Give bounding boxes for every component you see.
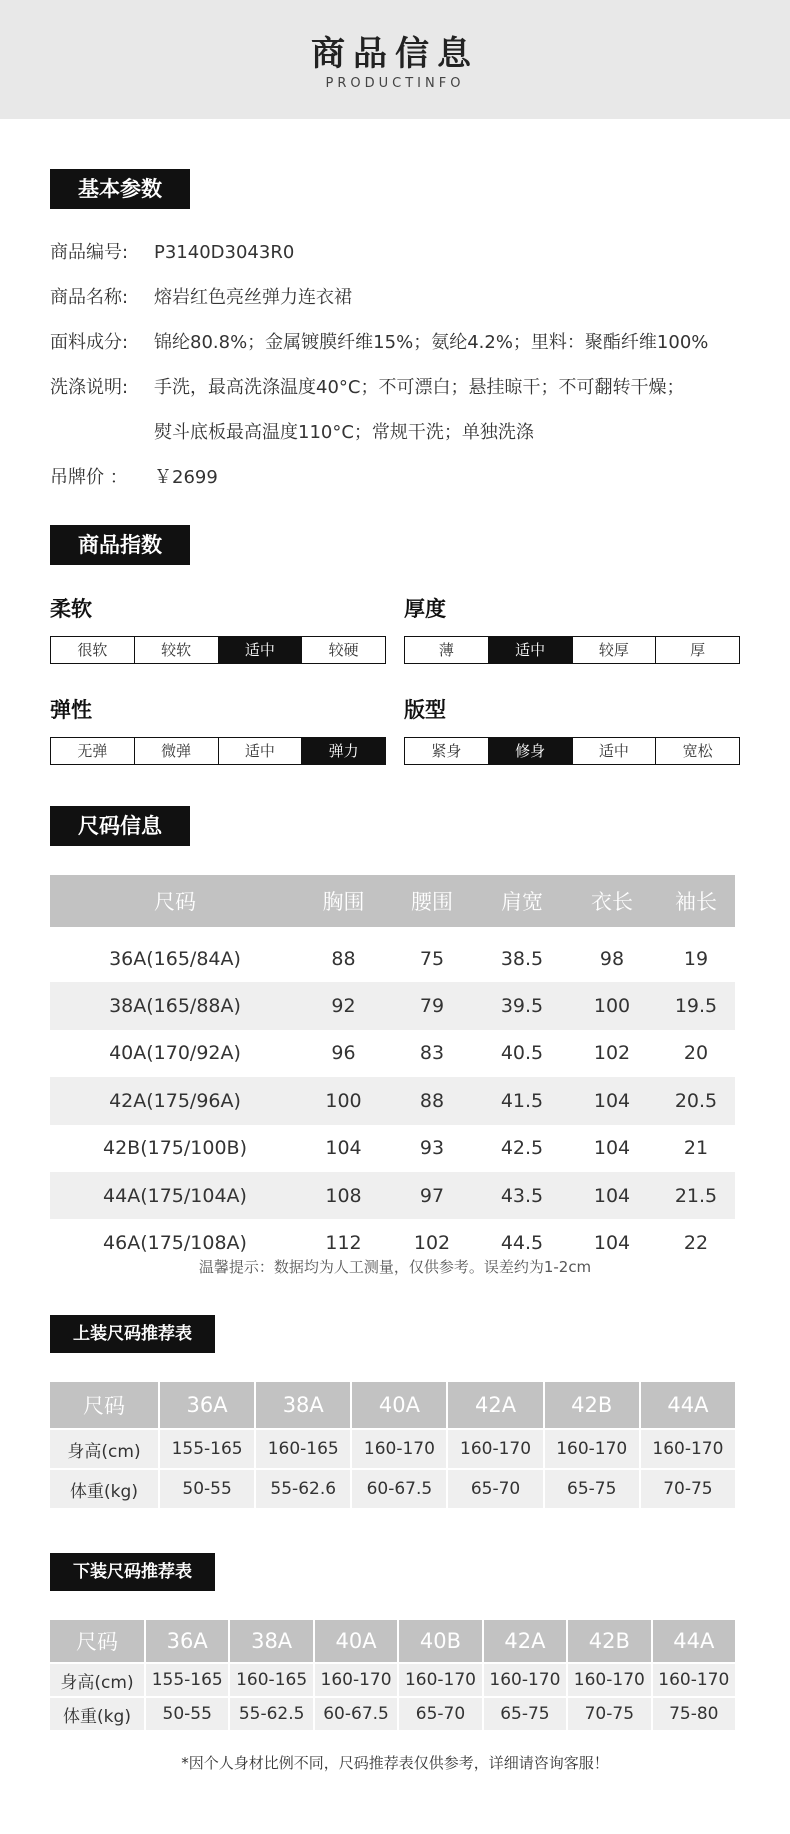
- table-cell: 92: [300, 982, 387, 1029]
- table-cell: 100: [300, 1077, 387, 1124]
- basic-row-fabric: [50, 328, 708, 354]
- basic-row-name: [50, 283, 352, 309]
- scale-thickness: [404, 636, 740, 664]
- table-cell: 160-170: [448, 1430, 542, 1468]
- spacer-cell: [50, 927, 735, 935]
- table-cell: 160-165: [256, 1430, 350, 1468]
- table-row: [50, 1172, 735, 1219]
- size-header-cell: 衣长: [567, 875, 657, 927]
- table-cell: 41.5: [477, 1077, 567, 1124]
- scale-softness: [50, 636, 386, 664]
- table-cell: 104: [567, 1172, 657, 1219]
- table-cell: 160-170: [399, 1664, 481, 1696]
- table-cell: 102: [413, 1232, 451, 1255]
- scale-fit: [404, 737, 740, 765]
- scale-option: 较软: [134, 637, 218, 663]
- table-cell: 38A(165/88A): [50, 982, 300, 1029]
- index-title-softness: 柔软: [50, 597, 92, 621]
- index-title-elasticity: 弹性: [50, 698, 92, 722]
- rec-header-cell: 40B: [399, 1620, 481, 1662]
- table-cell: 97: [387, 1172, 477, 1219]
- rec-header-cell: 36A: [160, 1382, 254, 1428]
- table-cell: 160-165: [230, 1664, 312, 1696]
- table-cell: 20.5: [657, 1077, 735, 1124]
- size-header-row: [50, 875, 735, 927]
- table-cell: 19.5: [657, 982, 735, 1029]
- scale-option: 较厚: [572, 637, 656, 663]
- table-cell: 160-170: [653, 1664, 735, 1696]
- table-cell: 身高(cm): [50, 1430, 158, 1468]
- table-cell: 79: [387, 982, 477, 1029]
- table-cell: 65-70: [448, 1470, 542, 1508]
- page-header: [0, 0, 790, 119]
- table-cell: 104: [593, 1232, 631, 1255]
- scale-option: 适中: [218, 738, 302, 764]
- basic-value: 手洗，最高洗涤温度40°C；不可漂白；悬挂晾干；不可翻转干燥；: [154, 377, 685, 398]
- section-title-size: 尺码信息: [50, 806, 190, 846]
- size-header-cell: 尺码: [50, 875, 300, 927]
- table-cell: 93: [419, 1137, 445, 1160]
- top-rec-table: [48, 1380, 737, 1510]
- page-subtitle: PRODUCTINFO: [325, 76, 465, 91]
- table-cell: 42B(175/100B): [102, 1137, 247, 1160]
- table-cell: 38.5: [500, 947, 544, 970]
- rec-header-cell: 44A: [653, 1620, 735, 1662]
- table-cell: 19: [683, 947, 709, 970]
- basic-label: 吊牌价 ：: [50, 467, 128, 488]
- scale-option: 微弹: [134, 738, 218, 764]
- rec-header-cell: 38A: [230, 1620, 312, 1662]
- rec-header-cell: 尺码: [50, 1382, 158, 1428]
- table-cell: 83: [419, 1042, 445, 1065]
- size-header-cell: 胸围: [300, 875, 387, 927]
- bottom-rec-table: [48, 1618, 737, 1732]
- basic-value: 熔岩红色亮丝弹力连衣裙: [154, 287, 352, 308]
- scale-option: 宽松: [655, 738, 739, 764]
- table-cell: 体重(kg): [50, 1470, 158, 1508]
- basic-label: 面料成分:: [50, 332, 129, 353]
- table-cell: 40.5: [500, 1042, 544, 1065]
- basic-row-wash: [50, 373, 684, 399]
- table-row: [50, 1698, 735, 1730]
- section-title-index: 商品指数: [50, 525, 190, 565]
- scale-elasticity: [50, 737, 386, 765]
- table-cell: 160-170: [484, 1664, 566, 1696]
- footer-note: *因个人身材比例不同，尺码推荐表仅供参考，详细请咨询客服！: [181, 1754, 609, 1772]
- scale-option: 紧身: [431, 742, 462, 760]
- table-cell: 160-170: [315, 1664, 397, 1696]
- table-cell: 21.5: [657, 1172, 735, 1219]
- table-cell: 160-170: [568, 1664, 650, 1696]
- table-cell: 88: [387, 1077, 477, 1124]
- scale-option: 适中: [218, 637, 302, 663]
- rec-header-cell: 44A: [641, 1382, 735, 1428]
- table-cell: 21: [683, 1137, 709, 1160]
- top-rec-title: 上装尺码推荐表: [50, 1315, 215, 1353]
- table-cell: 65-75: [545, 1470, 639, 1508]
- table-cell: 155-165: [146, 1664, 228, 1696]
- basic-value: 熨斗底板最高温度110°C；常规干洗；单独洗涤: [154, 422, 534, 443]
- table-cell: 身高(cm): [50, 1664, 144, 1696]
- basic-value: 锦纶80.8%；金属镀膜纤维15%；氨纶4.2%；里料：聚酯纤维100%: [154, 332, 709, 353]
- table-row: [50, 1430, 735, 1468]
- table-row: [50, 1077, 735, 1124]
- rec-header-cell: 36A: [146, 1620, 228, 1662]
- scale-option: 较硬: [301, 637, 385, 663]
- table-row: [50, 1664, 735, 1696]
- scale-option: 无弹: [77, 742, 108, 760]
- table-row: [50, 1470, 735, 1508]
- page-title: 商品信息: [311, 34, 479, 74]
- table-row: [50, 1125, 735, 1172]
- size-header-cell: 腰围: [387, 875, 477, 927]
- table-cell: 44.5: [500, 1232, 544, 1255]
- table-row: [50, 1030, 735, 1077]
- scale-option: 修身: [488, 738, 572, 764]
- table-cell: 55-62.5: [230, 1698, 312, 1730]
- table-cell: 44A(175/104A): [50, 1172, 300, 1219]
- table-row: [50, 935, 735, 982]
- table-cell: 39.5: [477, 982, 567, 1029]
- table-cell: 22: [683, 1232, 709, 1255]
- table-cell: 60-67.5: [315, 1698, 397, 1730]
- table-cell: 100: [567, 982, 657, 1029]
- scale-option: 厚: [655, 637, 739, 663]
- size-table: [50, 875, 735, 1267]
- table-cell: 75-80: [653, 1698, 735, 1730]
- table-cell: 104: [325, 1137, 362, 1160]
- table-cell: 104: [567, 1077, 657, 1124]
- basic-value: P3140D3043R0: [154, 242, 295, 263]
- table-cell: 42A(175/96A): [50, 1077, 300, 1124]
- table-cell: 155-165: [160, 1430, 254, 1468]
- table-cell: 102: [593, 1042, 631, 1065]
- rec-header-cell: 40A: [315, 1620, 397, 1662]
- table-spacer: [50, 927, 735, 935]
- table-row: [50, 982, 735, 1029]
- size-header-cell: 肩宽: [477, 875, 567, 927]
- table-cell: 46A(175/108A): [103, 1232, 247, 1255]
- table-cell: 98: [599, 947, 625, 970]
- index-title-thickness: 厚度: [404, 597, 446, 621]
- rec-header-cell: 40A: [352, 1382, 446, 1428]
- table-cell: 96: [331, 1042, 356, 1065]
- rec-header-cell: 42A: [448, 1382, 542, 1428]
- table-cell: 70-75: [641, 1470, 735, 1508]
- rec-header-cell: 42B: [568, 1620, 650, 1662]
- table-cell: 36A(165/84A): [109, 947, 241, 970]
- price-value: ￥2699: [154, 467, 218, 488]
- scale-option: 适中: [488, 637, 572, 663]
- table-cell: 160-170: [545, 1430, 639, 1468]
- size-header-cell: 袖长: [657, 875, 735, 927]
- basic-row-price: [50, 463, 218, 489]
- table-cell: 88: [331, 947, 356, 970]
- basic-label: 商品编号:: [50, 242, 129, 263]
- basic-label: 商品名称:: [50, 287, 129, 308]
- table-cell: 50-55: [146, 1698, 228, 1730]
- scale-option: 适中: [572, 738, 656, 764]
- table-cell: 160-170: [352, 1430, 446, 1468]
- rec-header-cell: 42A: [484, 1620, 566, 1662]
- rec-header-cell: 42B: [545, 1382, 639, 1428]
- size-note: 温馨提示：数据均为人工测量，仅供参考。误差约为1-2cm: [198, 1258, 592, 1276]
- basic-row-wash-2: [50, 418, 534, 444]
- table-cell: 20: [683, 1042, 709, 1065]
- table-cell: 60-67.5: [352, 1470, 446, 1508]
- table-cell: 40A(170/92A): [109, 1042, 241, 1065]
- basic-label: 洗涤说明:: [50, 377, 129, 398]
- table-cell: 112: [325, 1232, 362, 1255]
- table-cell: 108: [300, 1172, 387, 1219]
- rec-header-row: [50, 1620, 735, 1662]
- table-cell: 65-75: [484, 1698, 566, 1730]
- table-cell: 43.5: [477, 1172, 567, 1219]
- index-title-fit: 版型: [404, 698, 446, 722]
- section-title-basic: 基本参数: [50, 169, 190, 209]
- rec-header-cell: 尺码: [50, 1620, 144, 1662]
- table-cell: 65-70: [399, 1698, 481, 1730]
- rec-header-cell: 38A: [256, 1382, 350, 1428]
- basic-row-code: [50, 238, 294, 264]
- table-cell: 50-55: [160, 1470, 254, 1508]
- scale-option: 弹力: [301, 738, 385, 764]
- table-cell: 70-75: [568, 1698, 650, 1730]
- scale-option: 薄: [438, 641, 454, 659]
- table-cell: 42.5: [500, 1137, 544, 1160]
- table-cell: 体重(kg): [50, 1698, 144, 1730]
- bottom-rec-title: 下装尺码推荐表: [50, 1553, 215, 1591]
- table-cell: 160-170: [641, 1430, 735, 1468]
- rec-header-row: [50, 1382, 735, 1428]
- scale-option: 很软: [77, 641, 108, 659]
- table-cell: 104: [593, 1137, 631, 1160]
- table-cell: 55-62.6: [256, 1470, 350, 1508]
- table-cell: 75: [419, 947, 445, 970]
